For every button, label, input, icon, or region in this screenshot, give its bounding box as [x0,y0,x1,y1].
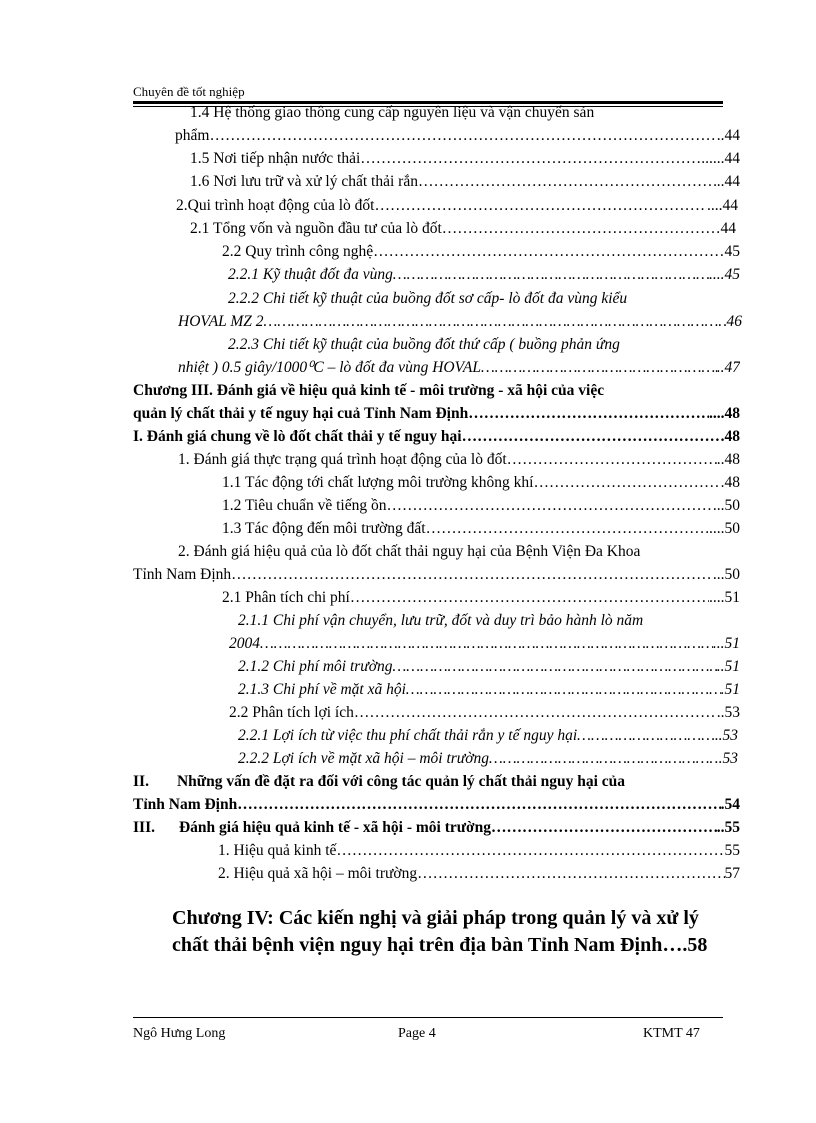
running-header: Chuyên đề tốt nghiệp [133,84,245,99]
toc-entry-1-4-cont: phẩm …………………………………………………………………………………………………………………………………………………………………………………………………… ..44 [175,125,740,146]
toc-entry-i-2-2: 2.2 Phân tích lợi ích …………………………………………………………………………………………………………………………………………………………………………………………………… ..53 [229,702,740,723]
footer-page-number: Page 4 [398,1026,436,1041]
toc-entry-i-2-1-1: 2.1.1 Chi phí vận chuyển, lưu trữ, đốt và duy trì bảo hành lò năm [238,612,644,629]
toc-entry-1-5: 1.5 Nơi tiếp nhận nước thải …………………………………………………………………………………………………………………………………………………………………………………………………… ......44 [190,148,740,169]
toc-chapter-3: Chương III. Đánh giá về hiệu quả kinh tế - môi trường - xã hội của việc [133,382,605,399]
toc-entry-iii-2: 2. Hiệu quả xã hội – môi trường …………………………………………………………………………………………………………………………………………………………………………………………………… 57 [218,863,740,884]
toc-entry-i-2-2-1: 2.2.1 Lợi ích từ việc thu phí chất thải rắn y tế nguy hại …………………………………………………………………………………………………………………………………………………………………………………………………… .53 [238,725,738,746]
toc-entry-i-2-2-2: 2.2.2 Lợi ích về mặt xã hội – môi trường …………………………………………………………………………………………………………………………………………………………………………………………………… ..53 [238,748,738,769]
toc-entry-2-2-2: 2.2.2 Chi tiết kỹ thuật của buồng đốt sơ cấp- lò đốt đa vùng kiểu [228,290,628,307]
toc-entry-i-1-1: 1.1 Tác động tới chất lượng môi trường không khí …………………………………………………………………………………………………………………………………………………………………………………………………… .48 [222,472,740,493]
toc-entry-i-1-3: 1.3 Tác động đến môi trường đất …………………………………………………………………………………………………………………………………………………………………………………………………… ....50 [222,518,740,539]
toc-section-iii: III. Đánh giá hiệu quả kinh tế - xã hội - môi trường …………………………………………………………………………………………………………………………………………………………………………………………………… ..55 [133,817,740,838]
toc-entry-i-2-1-1-cont: 2004 …………………………………………………………………………………………………………………………………………………………………………………………………… ...51 [229,633,740,654]
toc-entry-2-1: 2.1 Tổng vốn và nguồn đầu tư của lò đốt …………………………………………………………………………………………………………………………………………………………………………………………………… 44 [190,218,736,239]
toc-entry-2-2-1: 2.2.1 Kỹ thuật đốt đa vùng …………………………………………………………………………………………………………………………………………………………………………………………………… ....45 [228,264,740,285]
toc-section-ii-cont: Tỉnh Nam Định …………………………………………………………………………………………………………………………………………………………………………………………………… .54 [133,794,740,815]
toc-chapter-4: Chương IV: Các kiến nghị và giải pháp trong quản lý và xử lý [172,907,699,929]
toc-chapter-3-cont: quản lý chất thải y tế nguy hại cuả Tỉnh Nam Định …………………………………………………………………………………………………………………………………………………………………………………………………… ....48 [133,403,740,424]
toc-entry-i-1-2: 1.2 Tiêu chuẩn về tiếng ồn …………………………………………………………………………………………………………………………………………………………………………………………………… ...50 [222,495,740,516]
footer-code: KTMT 47 [643,1026,700,1041]
toc-entry-2-2-3-cont: nhiệt ) 0.5 giây/1000⁰C – lò đốt đa vùng HOVAL …………………………………………………………………………………………………………………………………………………………………………………………………… ..47 [178,357,740,378]
toc-entry-2: 2.Qui trình hoạt động của lò đốt …………………………………………………………………………………………………………………………………………………………………………………………………… ....44 [176,195,738,216]
footer-rule [133,1017,723,1018]
toc-section-i: I. Đánh giá chung về lò đốt chất thải y tế nguy hại …………………………………………………………………………………………………………………………………………………………………………………………………… .48 [133,426,740,447]
toc-entry-i-1: 1. Đánh giá thực trạng quá trình hoạt động của lò đốt …………………………………………………………………………………………………………………………………………………………………………………………………… ..48 [178,449,740,470]
toc-entry-1-4: 1.4 Hệ thống giao thông cung cấp nguyên liệu và vận chuyển sản [190,104,595,121]
toc-entry-2-2: 2.2 Quy trình công nghệ …………………………………………………………………………………………………………………………………………………………………………………………………… 45 [222,241,740,262]
toc-entry-i-2-1: 2.1 Phân tích chi phí …………………………………………………………………………………………………………………………………………………………………………………………………… ....51 [222,587,740,608]
toc-entry-i-2-1-2: 2.1.2 Chi phí môi trường …………………………………………………………………………………………………………………………………………………………………………………………………… ..51 [238,656,740,677]
toc-entry-i-2: 2. Đánh giá hiệu quả của lò đốt chất thải nguy hại của Bệnh Viện Đa Khoa [178,543,641,560]
toc-entry-2-2-3: 2.2.3 Chi tiết kỹ thuật của buồng đốt thứ cấp ( buồng phản ứng [228,336,620,353]
toc-section-ii: II. Những vấn đề đặt ra đối với công tác quản lý chất thải nguy hại của [133,773,626,790]
toc-entry-iii-1: 1. Hiệu quả kinh tế …………………………………………………………………………………………………………………………………………………………………………………………………… 55 [218,840,740,861]
toc-entry-1-6: 1.6 Nơi lưu trữ và xử lý chất thải rắn …………………………………………………………………………………………………………………………………………………………………………………………………… ..44 [190,171,740,192]
toc-entry-i-2-cont: Tỉnh Nam Định …………………………………………………………………………………………………………………………………………………………………………………………………… ...50 [133,564,740,585]
footer-author: Ngô Hưng Long [133,1026,226,1041]
toc-entry-2-2-2-cont: HOVAL MZ 2 …………………………………………………………………………………………………………………………………………………………………………………………………… 46 [178,311,742,332]
toc-entry-i-2-1-3: 2.1.3 Chi phí về mặt xã hội …………………………………………………………………………………………………………………………………………………………………………………………………… .51 [238,679,740,700]
toc-chapter-4-cont: chất thải bệnh viện nguy hại trên địa bàn Tỉnh Nam Định….58 [172,934,708,956]
